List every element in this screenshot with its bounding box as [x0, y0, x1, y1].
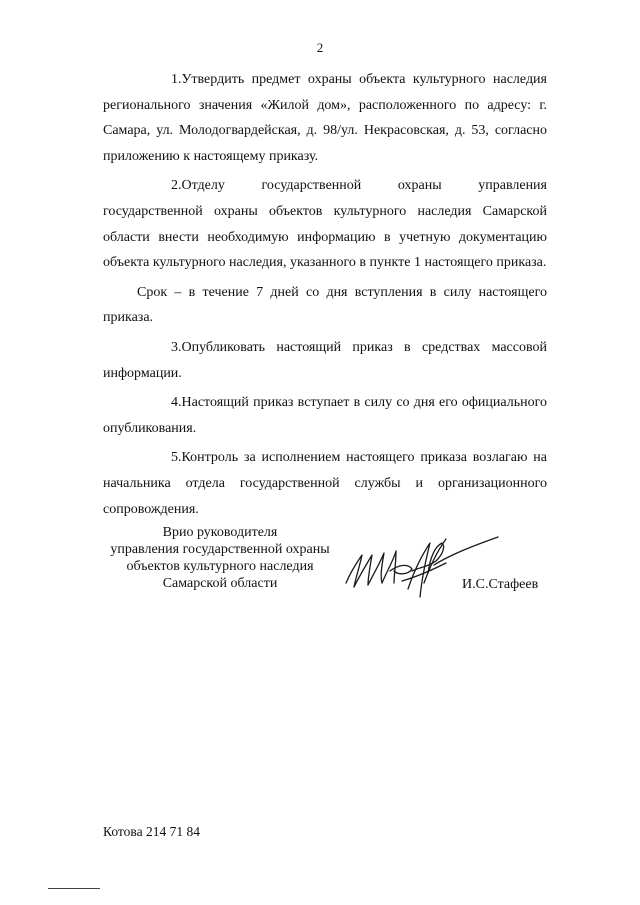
paragraph-4	[103, 390, 547, 441]
paragraph-number: 1.	[171, 72, 182, 87]
paragraph-2	[103, 173, 547, 275]
paragraph-text: Опубликовать настоящий приказ в средствах массовой информации.	[103, 339, 547, 381]
paragraph-number: 3.	[171, 339, 182, 355]
signatory-title-line: управления государственной охраны	[110, 542, 330, 557]
handwritten-signature	[338, 525, 508, 605]
paragraph-number: 5.	[171, 450, 182, 466]
paragraph-text: Настоящий приказ вступает в силу со дня его официального опубликования.	[103, 395, 547, 436]
paragraph-number: 2.	[171, 178, 182, 194]
page-number: 2	[316, 40, 324, 55]
paragraph-5	[103, 445, 547, 522]
order-body	[103, 67, 547, 522]
signatory-title-line: Самарской области	[162, 576, 278, 591]
paragraph-1	[103, 67, 547, 169]
paragraph-text: Отделу государственной охраны управления государственной охраны объектов культурного наследия Самарской области внести необходимую информацию в учетную документацию объекта культурного наследия, указанного в пункте 1 настоящего приказа.	[103, 178, 547, 271]
paragraph-text: Срок – в течение 7 дней со дня вступления в силу настоящего приказа.	[103, 284, 547, 326]
signatory-title-line: Врио руководителя	[162, 525, 278, 540]
paragraph-text: Контроль за исполнением настоящего приказа возлагаю на начальника отдела государственной службы и организационного сопровождения.	[103, 450, 547, 517]
signer-name: И.С.Стафеев	[462, 577, 539, 592]
signatory-title-line: объектов культурного наследия	[126, 559, 314, 574]
executor-contact: Котова 214 71 84	[103, 824, 200, 839]
paragraph-3	[103, 335, 547, 386]
signatory-title	[100, 524, 340, 592]
footer-rule	[48, 888, 100, 889]
paragraph-text: Утвердить предмет охраны объекта культурного наследия регионального значения «Жилой дом», расположенного по адресу: г. Самара, ул. Молодогвардейская, д. 98/ул. Некрасовская, д. 53, согласно приложению к настоящему приказу.	[103, 72, 547, 164]
paragraph-deadline	[103, 280, 547, 331]
paragraph-number: 4.	[171, 395, 182, 411]
